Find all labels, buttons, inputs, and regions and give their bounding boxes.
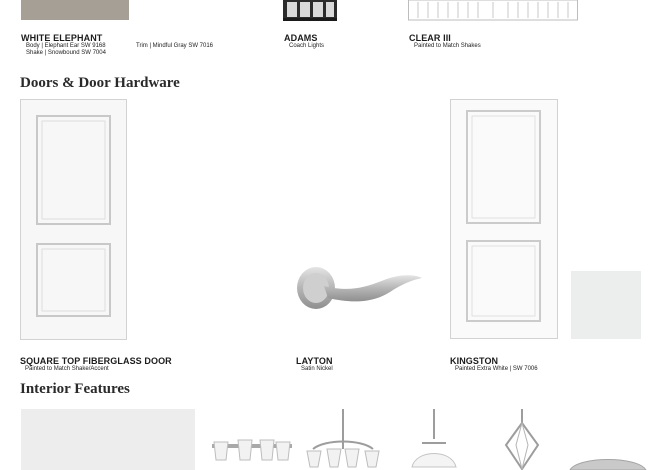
interior-door-color-swatch xyxy=(571,271,641,339)
siding-body-color: Body | Elephant Ear SW 9168 xyxy=(26,43,106,49)
front-door-image xyxy=(20,99,127,340)
section-heading-interior: Interior Features xyxy=(20,381,130,397)
door-lever-image xyxy=(294,262,426,310)
garage-desc: Painted to Match Shakes xyxy=(414,43,481,49)
chandelier-image xyxy=(305,409,381,470)
garage-name: CLEAR III xyxy=(409,33,451,43)
siding-name: WHITE ELEPHANT xyxy=(21,33,103,43)
garage-door-image xyxy=(408,0,578,22)
section-heading-doors: Doors & Door Hardware xyxy=(20,75,180,91)
siding-trim-color: Trim | Mindful Gray SW 7016 xyxy=(136,43,214,49)
hardware-desc: Satin Nickel xyxy=(301,366,333,372)
siding-swatch xyxy=(21,0,129,20)
interior-door-desc: Painted Extra White | SW 7006 xyxy=(455,366,538,372)
front-door-desc: Painted to Match Shake/Accent xyxy=(25,366,109,372)
pendant-light-image xyxy=(408,409,460,470)
siding-shake-color: Shake | Snowbound SW 7004 xyxy=(26,50,106,56)
light-name: ADAMS xyxy=(284,33,318,43)
flush-mount-light-image xyxy=(568,452,648,470)
cage-pendant-image xyxy=(500,409,544,470)
interior-swatch xyxy=(21,409,195,470)
hardware-name: LAYTON xyxy=(296,356,333,366)
interior-door-name: KINGSTON xyxy=(450,356,499,366)
interior-door-image xyxy=(450,99,558,339)
coach-light-image xyxy=(283,0,337,22)
vanity-light-image xyxy=(210,432,294,470)
front-door-name: SQUARE TOP FIBERGLASS DOOR xyxy=(20,356,172,366)
light-desc: Coach Lights xyxy=(289,43,325,49)
